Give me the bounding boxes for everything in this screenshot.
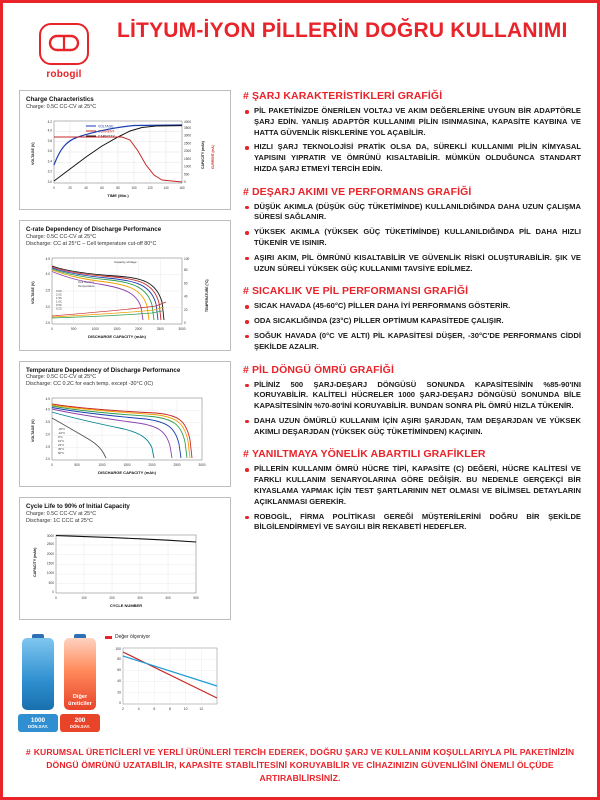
svg-text:4.0: 4.0 — [45, 271, 50, 276]
svg-text:3.8: 3.8 — [47, 138, 52, 143]
svg-text:0.2C: 0.2C — [56, 306, 62, 311]
svg-text:4.0: 4.0 — [47, 128, 52, 133]
svg-text:2.5: 2.5 — [45, 320, 50, 325]
svg-text:3.0C: 3.0C — [56, 288, 62, 293]
svg-text:1500: 1500 — [123, 463, 131, 468]
section-yaniltmaya-yonelik — [243, 448, 581, 533]
svg-text:2.5: 2.5 — [45, 445, 50, 450]
svg-text:0: 0 — [184, 320, 186, 325]
chart-cycle-life — [19, 497, 231, 620]
svg-text:3.4: 3.4 — [47, 159, 52, 164]
svg-text:2000: 2000 — [135, 326, 143, 331]
chart-subtitle: Charge: 0.5C CC-CV at 25°C — [26, 374, 97, 381]
svg-text:3.6: 3.6 — [47, 148, 52, 153]
chart-misleading-comparison — [19, 630, 231, 731]
svg-text:100: 100 — [131, 185, 137, 190]
svg-text:VOLTAGE: VOLTAGE — [98, 124, 114, 129]
footer-text: KURUMSAL ÜRETİCİLERİ VE YERLİ ÜRÜNLERİ TERCİH EDEREK, DOĞRU ŞARJ VE KULLANIM KOŞULLARIYLA PİL PAKETİNİZİN DÖNGÜ ÖMRÜNÜ UZATABİLİR, KAPASİTE STABİLİTESİNİ KORUYABİLİR VE CİHAZINIZIN GÜVENLİĞİNİ ÖNEMLİ ÖLÇÜDE ARTIRABİLİRSİNİZ. — [33, 747, 575, 784]
svg-text:80: 80 — [184, 267, 188, 272]
hash-icon: # — [243, 448, 249, 461]
svg-text:200: 200 — [109, 596, 115, 601]
svg-text:0: 0 — [51, 326, 53, 331]
svg-text:CAPACITY (mAh): CAPACITY (mAh) — [201, 141, 205, 169]
badge-unit: DÖN.SAY. — [27, 724, 49, 730]
svg-text:0: 0 — [184, 179, 186, 184]
svg-text:60: 60 — [117, 668, 121, 673]
svg-text:3.2: 3.2 — [47, 169, 52, 174]
svg-text:20: 20 — [68, 185, 72, 190]
svg-text:3000: 3000 — [198, 463, 206, 468]
hash-icon: # — [25, 747, 31, 758]
badge-unit: DÖN.SAY. — [69, 724, 91, 730]
svg-text:4: 4 — [137, 707, 140, 712]
svg-text:-30°C: -30°C — [58, 427, 66, 432]
svg-text:80: 80 — [117, 656, 121, 661]
svg-text:VOLTAGE (V): VOLTAGE (V) — [31, 280, 35, 304]
battery-fill-label: Diğer üreticiler — [68, 694, 92, 707]
section-heading: # DEŞARJ AKIMI VE PERFORMANS GRAFİĞİ — [243, 185, 472, 198]
chart-temperature-dependency — [19, 361, 231, 488]
svg-text:1500: 1500 — [184, 156, 192, 161]
svg-text:0: 0 — [53, 185, 55, 190]
svg-text:0°C: 0°C — [58, 435, 63, 440]
svg-text:4.5: 4.5 — [45, 397, 50, 402]
svg-text:2500: 2500 — [173, 463, 181, 468]
mini-chart-legend — [105, 634, 229, 640]
chart-title: Charge Characteristics — [26, 96, 94, 103]
chart-subtitle: Charge: 0.5C CC-CV at 25°C — [26, 511, 97, 518]
svg-text:VOLTAGE (V): VOLTAGE (V) — [31, 419, 35, 443]
svg-text:1500: 1500 — [113, 326, 121, 331]
badge-value: 1000 — [30, 717, 46, 725]
svg-text:140: 140 — [163, 185, 169, 190]
section-heading: # ŞARJ KARAKTERİSTİKLERİ GRAFİĞİ — [243, 90, 443, 102]
svg-text:40: 40 — [117, 679, 121, 684]
svg-text:2.0C: 2.0C — [56, 292, 62, 297]
svg-text:60°C: 60°C — [58, 451, 65, 456]
list-item: SOĞUK HAVADA (0°C VE ALTI) PİL KAPASİTESİ DÜŞER, -30°C'DE PERFORMANS CİDDİ ŞEKİLDE AZALIR. — [243, 331, 581, 353]
svg-text:4.2: 4.2 — [47, 119, 52, 124]
svg-text:10°C: 10°C — [58, 439, 65, 444]
svg-text:VOLTAGE (V): VOLTAGE (V) — [31, 142, 35, 165]
svg-text:CAPACITY (mAh): CAPACITY (mAh) — [33, 547, 37, 578]
list-item: AŞIRI AKIM, PİL ÖMRÜNÜ KISALTABİLİR VE GÜVENLİK RİSKİ OLUŞTURABİLİR. ŞIK VE UZUN SÜRELİ YÜKSEK GÜÇ KULLANIMI TAVSİYE EDİLMEZ. — [243, 253, 581, 275]
svg-text:6: 6 — [153, 707, 156, 712]
svg-text:1.0C: 1.0C — [56, 299, 62, 304]
list-item: ROBOGİL, FİRMA POLİTİKASI GEREĞİ MÜŞTERİLERİNİ DOĞRU BİR ŞEKİLDE BİLGİLENDİRMEYİ VE SAYGILI BİR REKABETİ HEDEFLER. — [243, 512, 581, 534]
list-item: PİL PAKETİNİZDE ÖNERİLEN VOLTAJ VE AKIM DEĞERLERİNE UYGUN BİR ADAPTÖRLE ŞARJ EDİN. YANLIŞ ADAPTÖR KULLANIMI PİLİN ISINMASINA, KAPASİTE KAYBINA VE HATTA GÜVENLİK RİSKLERİNE YOL AÇABİLİR. — [243, 106, 581, 138]
svg-text:3500: 3500 — [184, 125, 192, 130]
bullet-list — [243, 301, 581, 352]
chart-plot — [26, 390, 224, 482]
list-item: YÜKSEK AKIMLA (YÜKSEK GÜÇ TÜKETİMİNDE) KULLANILDIĞINDA PİL DAHA HIZLI TÜKENİR VE ISINIR. — [243, 227, 581, 249]
svg-text:2000: 2000 — [46, 552, 54, 557]
svg-text:100: 100 — [184, 256, 190, 261]
svg-text:3000: 3000 — [184, 133, 192, 138]
svg-text:TIME (Min.): TIME (Min.) — [107, 192, 129, 198]
chart-plot — [26, 527, 224, 615]
svg-text:10: 10 — [183, 707, 188, 712]
svg-text:1000: 1000 — [91, 326, 99, 331]
svg-text:100: 100 — [115, 647, 121, 652]
svg-text:0.5C: 0.5C — [56, 302, 62, 307]
svg-text:12: 12 — [199, 707, 204, 712]
section-sicaklik-ve-pil-performansi — [243, 285, 581, 352]
svg-text:8: 8 — [169, 707, 171, 712]
section-heading: # YANILTMAYA YÖNELİK ABARTILI GRAFİKLER — [243, 448, 486, 461]
list-item: PİLİNİZ 500 ŞARJ-DEŞARJ DÖNGÜSÜ SONUNDA KAPASİTESİNİN %85-90'INI KORUYABİLİR. KALİTELİ HÜCRELER 1000 ŞARJ-DEŞARJ DÖNGÜSÜ SONUNDA BİLE KAPASİTESİNİN %70-80'İNİ KORUYABİLİR. BUNDAN SONRA PİL ÖMRÜ HIZLA TÜKENİR. — [243, 380, 581, 412]
svg-text:60: 60 — [184, 280, 188, 285]
poster-body — [3, 86, 597, 732]
svg-text:2500: 2500 — [184, 141, 192, 146]
list-item: HIZLI ŞARJ TEKNOLOJİSİ PRATİK OLSA DA, SÜREKLİ KULLANIMI PİLİN KİMYASAL YAPISINI YIPRATIR VE ÖMRÜNÜ KISALTABİLİR. MÜMKÜN OLDUĞUNCA STANDART HIZDA ŞARJ ETMEYİ TERCİH EDİN. — [243, 142, 581, 174]
section-heading: # PİL DÖNGÜ ÖMRÜ GRAFİĞİ — [243, 363, 394, 376]
battery-lithium — [21, 634, 55, 731]
chart-plot — [26, 113, 224, 205]
chart-subtitle-2: Discharge: CC 0.2C for each temp. except -30°C (IC) — [26, 381, 154, 388]
svg-text:3.5: 3.5 — [45, 420, 50, 425]
svg-text:100: 100 — [81, 596, 87, 601]
svg-text:23°C: 23°C — [58, 443, 65, 448]
svg-text:40: 40 — [84, 185, 88, 190]
svg-text:3.0: 3.0 — [45, 432, 50, 437]
section-sarj-karakteristikleri — [243, 90, 581, 175]
brand-logo — [21, 19, 107, 80]
svg-text:2500: 2500 — [46, 542, 54, 547]
mini-comparison-chart — [105, 634, 229, 724]
svg-text:3.0: 3.0 — [47, 179, 52, 184]
svg-text:Temperature: Temperature — [78, 283, 95, 288]
svg-text:3.0: 3.0 — [45, 304, 50, 309]
section-desarj-akimi — [243, 186, 581, 275]
chart-subtitle: Charge: 0.5C CC-CV at 25°C — [26, 233, 97, 240]
chart-subtitle-2: Discharge: 1C CCC at 25°C — [26, 518, 93, 525]
bullet-list — [243, 202, 581, 275]
battery-body — [22, 638, 54, 710]
svg-text:CAPACITY: CAPACITY — [98, 134, 115, 139]
brand-name: robogil — [46, 69, 82, 80]
battery-badge — [60, 714, 100, 731]
svg-text:3000: 3000 — [46, 534, 54, 539]
hash-icon: # — [243, 185, 249, 198]
badge-value: 200 — [74, 717, 86, 725]
svg-text:160: 160 — [179, 185, 185, 190]
content-column — [243, 90, 581, 732]
svg-text:400: 400 — [165, 596, 171, 601]
svg-text:500: 500 — [48, 581, 54, 586]
svg-text:Capacity-Voltage: Capacity-Voltage — [114, 259, 137, 264]
battery-loop-icon — [39, 23, 89, 65]
svg-text:60: 60 — [100, 185, 104, 190]
chart-title: C-rate Dependency of Discharge Performance — [26, 225, 162, 233]
svg-text:TEMPERATURE (°C): TEMPERATURE (°C) — [205, 278, 209, 312]
svg-text:20: 20 — [117, 690, 121, 695]
svg-text:1000: 1000 — [184, 164, 192, 169]
svg-text:2000: 2000 — [148, 463, 156, 468]
svg-text:DISCHARGE CAPACITY (mAh): DISCHARGE CAPACITY (mAh) — [98, 470, 156, 476]
poster-header — [3, 3, 597, 86]
svg-text:1000: 1000 — [46, 571, 54, 576]
svg-text:0: 0 — [51, 463, 53, 468]
logo-svg — [47, 32, 81, 56]
svg-text:80: 80 — [116, 185, 120, 190]
svg-text:-10°C: -10°C — [58, 431, 66, 436]
svg-text:4.5: 4.5 — [45, 256, 50, 261]
battery-other — [63, 634, 97, 731]
charts-column — [19, 90, 231, 732]
svg-text:4000: 4000 — [184, 119, 192, 124]
hash-icon: # — [243, 363, 249, 376]
section-heading: # SICAKLIK VE PİL PERFORMANSI GRAFİĞİ — [243, 285, 469, 298]
legend-label: Değer ölçeniyor — [115, 634, 151, 641]
svg-text:0: 0 — [52, 590, 54, 595]
svg-text:1000: 1000 — [98, 463, 106, 468]
svg-text:120: 120 — [147, 185, 153, 190]
legend-swatch — [105, 636, 112, 639]
svg-text:2000: 2000 — [184, 148, 192, 153]
bullet-list — [243, 106, 581, 175]
svg-text:500: 500 — [193, 596, 199, 601]
svg-text:20: 20 — [184, 307, 188, 312]
battery-badge — [18, 714, 58, 731]
footer-note — [19, 746, 581, 785]
bullet-list — [243, 380, 581, 438]
battery-body — [64, 638, 96, 710]
svg-text:2.0: 2.0 — [45, 457, 50, 462]
svg-text:4.0: 4.0 — [45, 408, 50, 413]
list-item: SICAK HAVADA (45-60°C) PİLLER DAHA İYİ PERFORMANS GÖSTERİR. — [243, 301, 581, 312]
chart-subtitle-2: Discharge: CC at 25°C – Cell temperature cut-off 80°C — [26, 240, 157, 247]
list-item: DÜŞÜK AKIMLA (DÜŞÜK GÜÇ TÜKETİMİNDE) KULLANILDIĞINDA DAHA UZUN ÇALIŞMA SÜRESİ SAĞLANIR. — [243, 202, 581, 224]
svg-text:1500: 1500 — [46, 561, 54, 566]
svg-text:2: 2 — [122, 707, 124, 712]
svg-text:300: 300 — [137, 596, 143, 601]
svg-text:CYCLE NUMBER: CYCLE NUMBER — [109, 603, 143, 609]
chart-plot — [26, 250, 224, 346]
chart-title: Temperature Dependency of Discharge Performance — [26, 366, 181, 374]
svg-text:500: 500 — [71, 326, 77, 331]
hash-icon: # — [243, 90, 249, 102]
chart-charge-characteristics — [19, 90, 231, 210]
svg-text:CURRENT (mA): CURRENT (mA) — [211, 145, 215, 169]
svg-text:DISCHARGE CAPACITY (mAh): DISCHARGE CAPACITY (mAh) — [88, 333, 146, 339]
svg-text:500: 500 — [74, 463, 80, 468]
svg-text:45°C: 45°C — [58, 447, 65, 452]
svg-text:3.5: 3.5 — [45, 287, 50, 292]
svg-text:3000: 3000 — [178, 326, 186, 331]
list-item: ODA SICAKLIĞINDA (23°C) PİLLER OPTİMUM KAPASİTEDE ÇALIŞIR. — [243, 316, 581, 327]
svg-text:0: 0 — [55, 596, 57, 601]
hash-icon: # — [243, 285, 249, 298]
svg-text:Cell Surface: Cell Surface — [78, 279, 95, 284]
svg-text:40: 40 — [184, 294, 188, 299]
svg-text:CURRENT: CURRENT — [98, 129, 115, 134]
svg-text:500: 500 — [184, 172, 190, 177]
chart-subtitle: Charge: 0.5C CC-CV at 25°C — [26, 103, 97, 110]
section-pil-dongu-omru — [243, 364, 581, 438]
chart-title: Cycle Life to 90% of Initial Capacity — [26, 503, 130, 511]
list-item: DAHA UZUN ÖMÜRLÜ KULLANIM İÇİN AŞIRI ŞARJDAN, TAM DEŞARJDAN VE YÜKSEK AKIMLI DEŞARJDAN (YÜKSEK GÜÇ TÜKETİMİNDEN) KAÇININ. — [243, 416, 581, 438]
svg-text:0: 0 — [119, 701, 121, 706]
svg-text:1.5C: 1.5C — [56, 295, 62, 300]
chart-c-rate-dependency — [19, 220, 231, 351]
bullet-list — [243, 464, 581, 533]
page-title: LİTYUM-İYON PİLLERİN DOĞRU KULLANIMI — [117, 19, 568, 42]
list-item: PİLLERİN KULLANIM ÖMRÜ HÜCRE TİPİ, KAPASİTE (C) DEĞERİ, HÜCRE KALİTESİ VE FARKLI KULLANIM SENARYOLARINA GÖRE DEĞİŞİR. BU NEDENLE GERÇEKÇİ BİR KIYASLAMA YAPMAK İÇİN TEST ŞARTLARININ NET OLMASI VE BİLİMSEL DETAYLARIN AÇIKLANMASI GEREKİR. — [243, 464, 581, 507]
svg-text:2500: 2500 — [156, 326, 164, 331]
